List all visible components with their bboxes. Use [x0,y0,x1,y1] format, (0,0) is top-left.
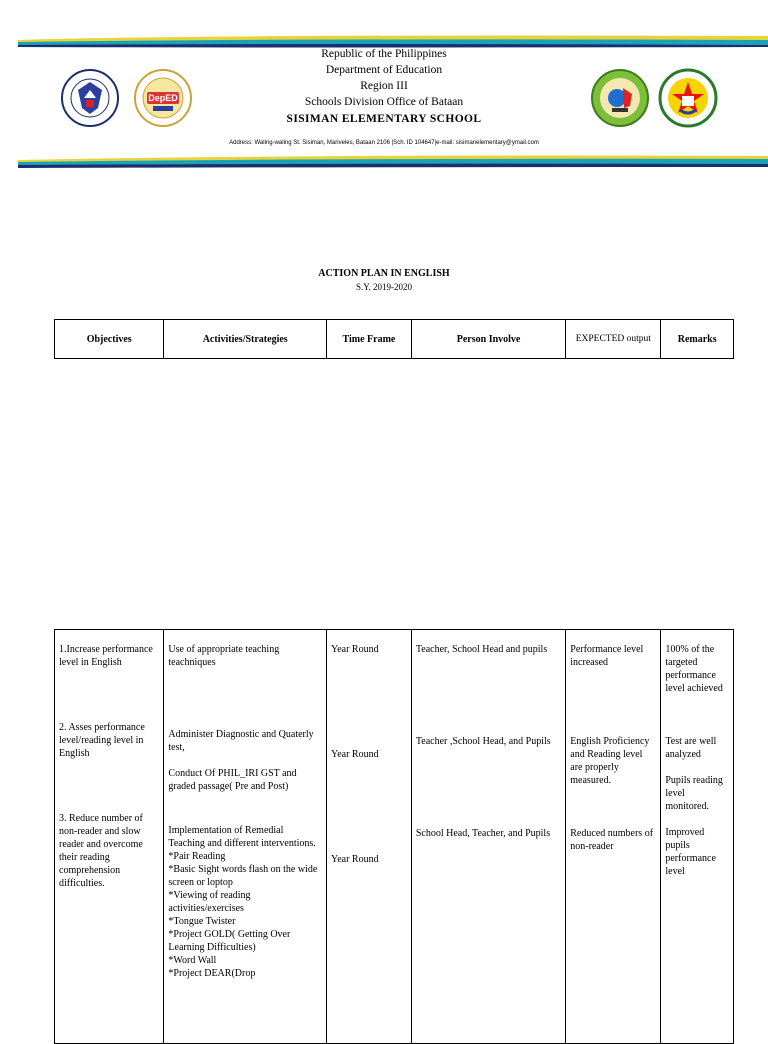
activity-8: *Tongue Twister [168,916,236,927]
header-row [55,320,734,359]
school-name: SISIMAN ELEMENTARY SCHOOL [286,113,482,125]
activity-10: *Word Wall [168,955,217,966]
header-bottom-band [18,152,768,168]
department-line: Department of Education [325,64,443,76]
remark-2: Test are well analyzed [665,736,717,760]
activity-9: *Project GOLD( Getting Over Learning Difficulties) [168,929,291,953]
activity-11: *Project DEAR(Drop [168,968,256,979]
activity-2: Administer Diagnostic and Quaterly test, [168,729,314,753]
time-frame-1: Year Round [330,644,379,655]
activity-6: *Basic Sight words flash on the wide screen or loptop [168,864,318,888]
objective-3: 3. Reduce number of non-reader and slow reader and overcome their reading comprehension difficulties. [59,813,143,889]
header-table [54,319,734,359]
time-frame-3: Year Round [330,854,379,865]
document-title: ACTION PLAN IN ENGLISH [318,268,450,279]
deped-seal-icon [60,68,120,128]
output-1: Performance level increased [570,644,644,668]
republic-line: Republic of the Philippines [321,48,447,60]
activity-4: Implementation of Remedial Teaching and different interventions. [168,825,316,849]
activity-7: *Viewing of reading activities/exercises [168,890,251,914]
person-3: School Head, Teacher, and Pupils [415,828,551,839]
region-line: Region III [360,80,408,92]
col-header-remarks: Remarks [661,320,734,359]
expected-output-cell [566,630,661,1044]
col-header-time-frame: Time Frame [326,320,411,359]
objective-2: 2. Asses performance level/reading level in English [59,722,145,759]
output-3: Reduced numbers of non-reader [570,828,654,852]
objectives-cell [55,630,164,1044]
sisiman-school-seal-icon [658,68,718,128]
table-row [55,630,734,1044]
activity-3: Conduct Of PHIL_IRI GST and graded passage( Pre and Post) [168,768,297,792]
activity-5: *Pair Reading [168,851,226,862]
activity-1: Use of appropriate teaching teachniques [168,644,280,668]
remark-4: Improved pupils performance level [665,827,716,877]
remarks-cell [661,630,734,1044]
persons-cell [411,630,565,1044]
activities-cell [164,630,327,1044]
remark-1: 100% of the targeted performance level achieved [665,644,723,694]
col-header-person: Person Involve [411,320,565,359]
objective-1: 1.Increase performance level in English [59,644,153,668]
col-header-activities: Activities/Strategies [164,320,327,359]
school-district-seal-icon [590,68,650,128]
address-line: Address: Waling-waling St. Sisiman, Mariveles, Bataan 2106 |Sch. ID 104647|e-mail: sisimanelementary@ymail.com [229,140,539,146]
school-year: S.Y. 2019-2020 [355,282,413,292]
col-header-objectives: Objectives [55,320,164,359]
action-plan-table [54,629,734,1044]
svg-text:DepED: DepED [148,93,178,103]
division-line: Schools Division Office of Bataan [304,96,464,108]
time-frame-cell [326,630,411,1044]
time-frame-2: Year Round [330,749,379,760]
remark-3: Pupils reading level monitored. [665,775,723,812]
output-2: English Proficiency and Reading level are properly measured. [570,736,650,786]
person-1: Teacher, School Head and pupils [415,644,548,655]
deped-division-seal-icon [133,68,193,128]
person-2: Teacher ,School Head, and Pupils [415,736,551,747]
col-header-expected-output: EXPECTED output [566,320,661,359]
